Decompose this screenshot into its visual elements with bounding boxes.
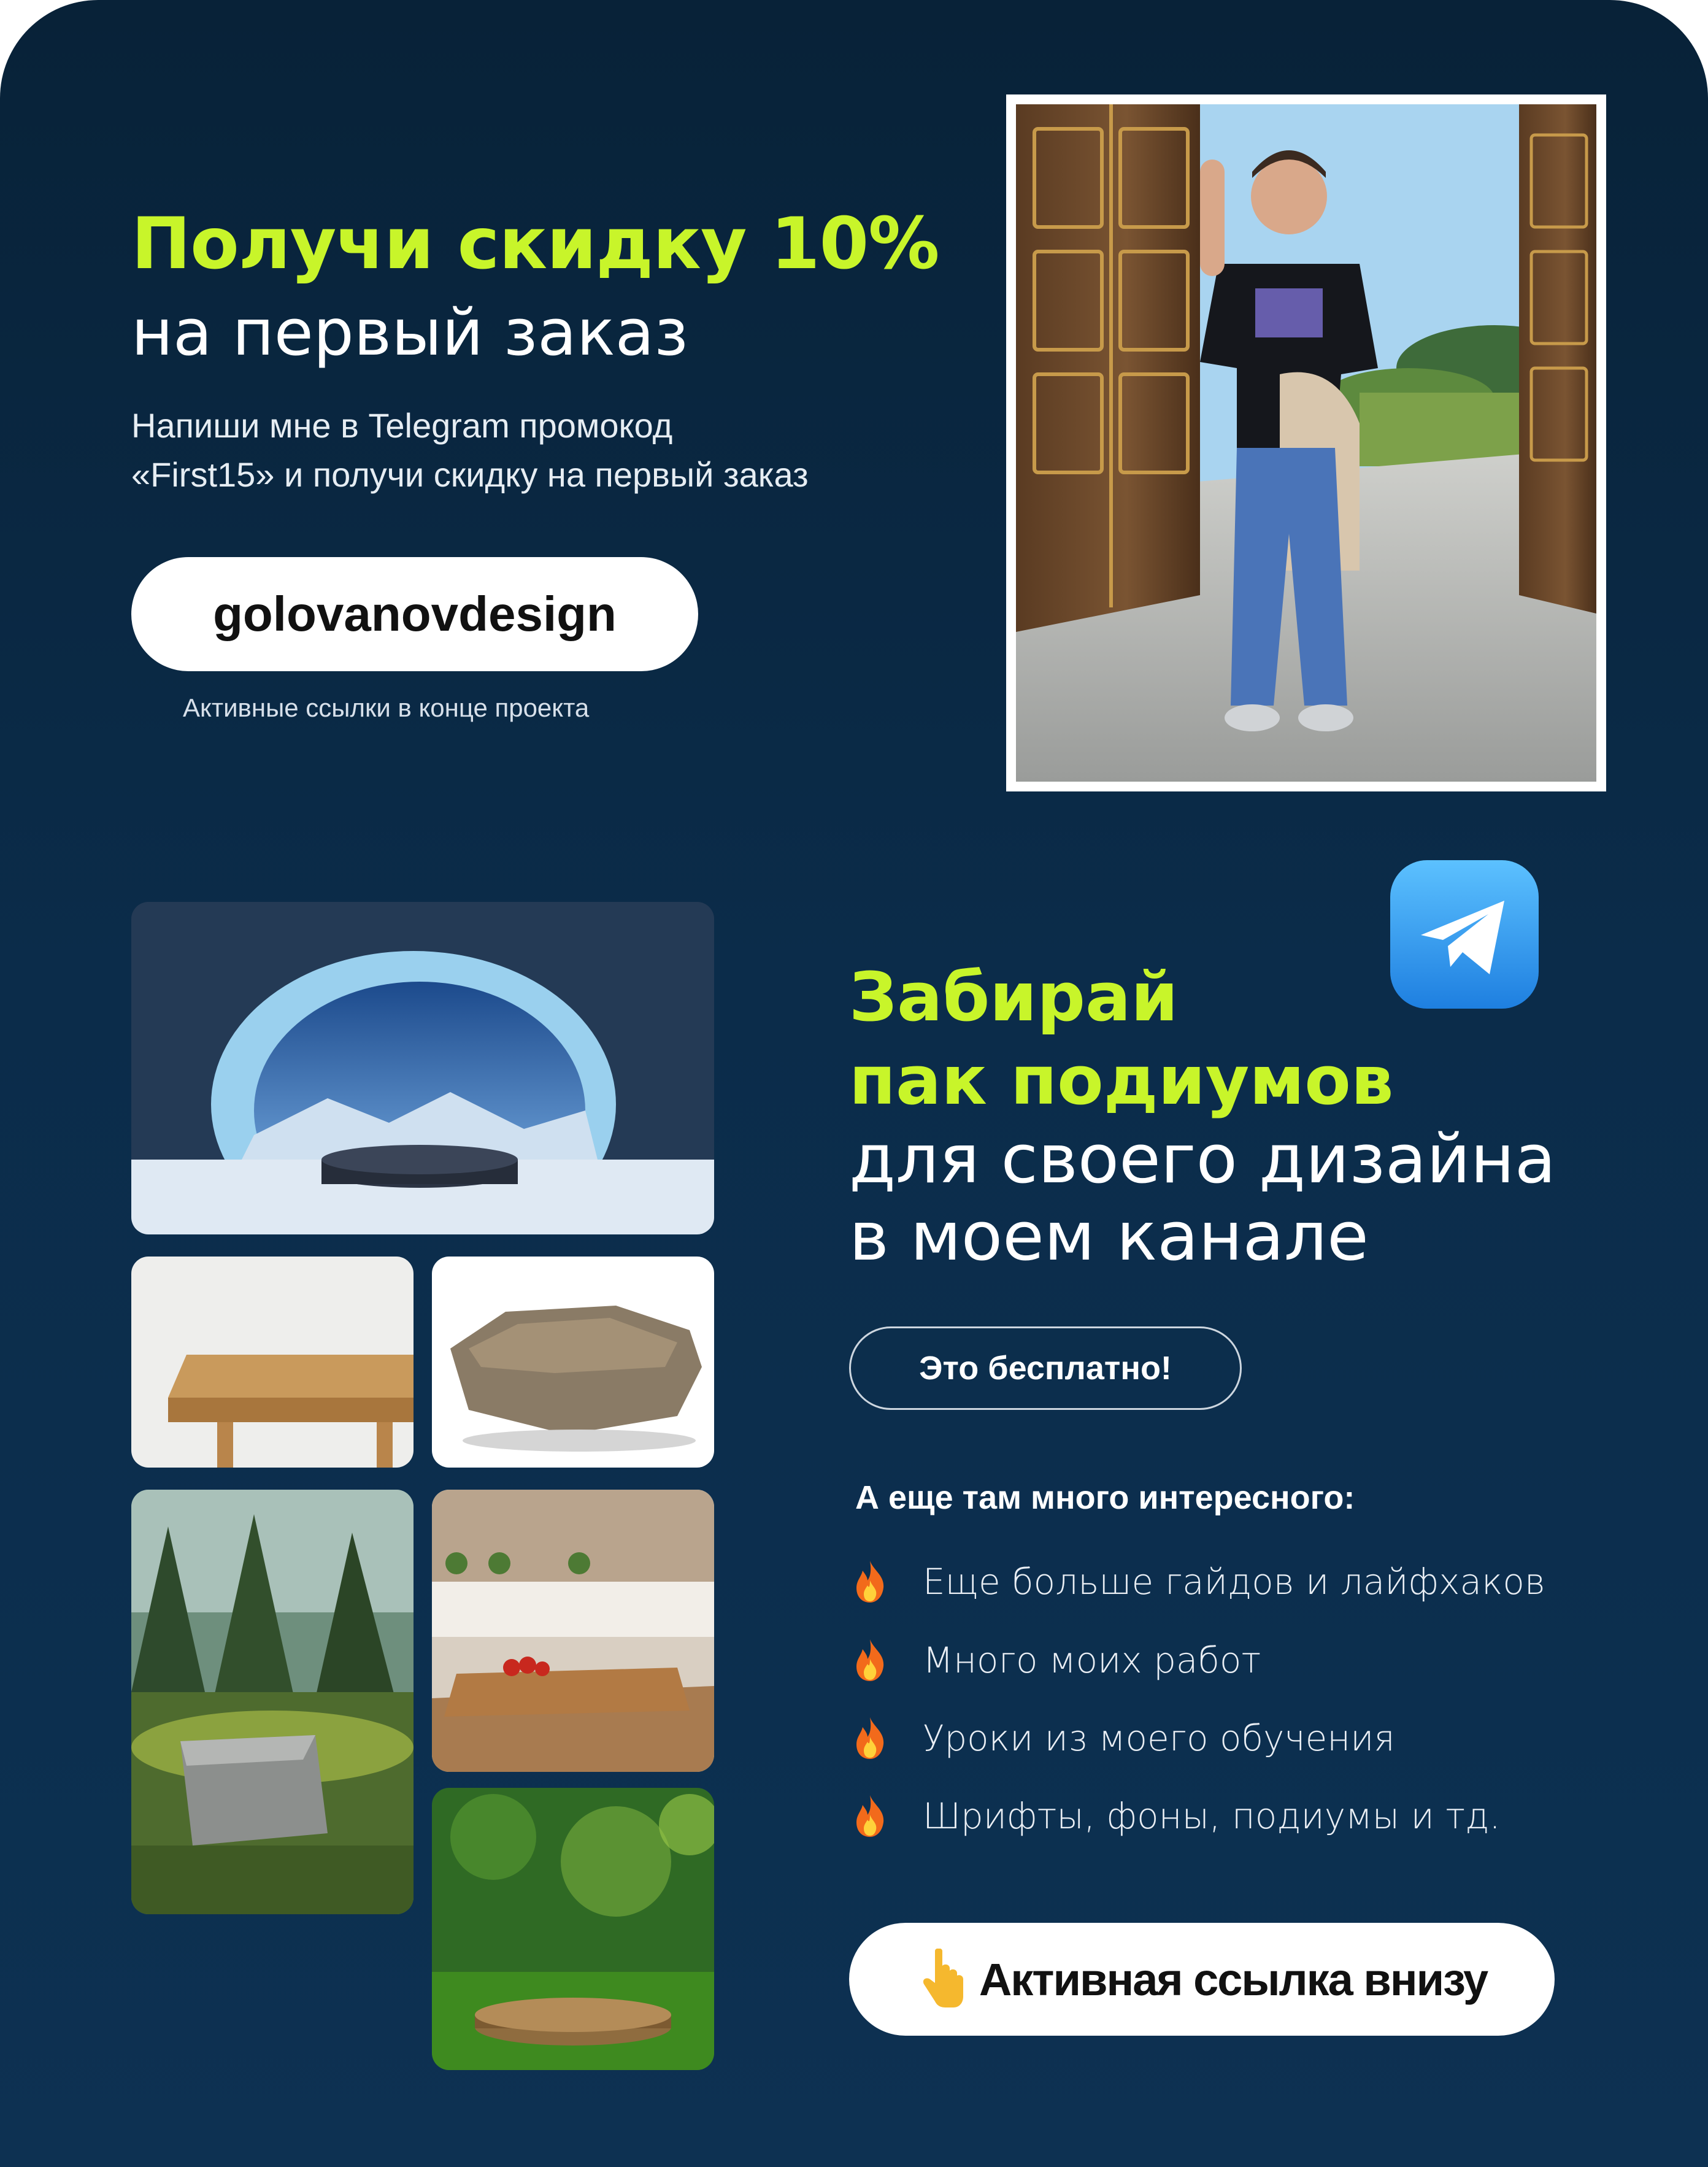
handle-button[interactable] xyxy=(131,557,698,671)
fire-icon xyxy=(853,1638,887,1682)
podium-kitchen-board-image xyxy=(432,1490,714,1772)
channel-title-line3: для своего дизайна xyxy=(849,1120,1556,1198)
list-item-label: Много моих работ xyxy=(923,1639,1261,1681)
channel-title-line4: в моем канале xyxy=(849,1197,1369,1276)
channel-title-line2: пак подиумов xyxy=(849,1041,1394,1120)
telegram-icon xyxy=(1384,854,1545,1015)
author-photo-image xyxy=(1016,104,1596,782)
list-item-label: Еще больше гайдов и лайфхаков xyxy=(923,1561,1545,1603)
podium-forest-stone-image xyxy=(131,1490,414,1914)
podium-grass-board-image xyxy=(432,1788,714,2070)
promo-description-line2: «First15» и получи скидку на первый заказ xyxy=(131,455,809,494)
channel-title-line1: Забирай xyxy=(849,958,1179,1036)
cta-button[interactable] xyxy=(849,1923,1555,2036)
author-photo xyxy=(1006,94,1606,791)
handle-button-label: golovanovdesign xyxy=(213,587,617,641)
free-button[interactable] xyxy=(849,1326,1242,1410)
podium-stone-image xyxy=(432,1257,714,1468)
podium-wood-table-image xyxy=(131,1257,414,1468)
promo-title-rest: на первый заказ xyxy=(131,295,688,370)
free-button-label: Это бесплатно! xyxy=(919,1350,1172,1387)
list-item-label: Шрифты, фоны, подиумы и тд. xyxy=(923,1795,1501,1837)
list-item xyxy=(853,1636,1261,1685)
list-item-label: Уроки из моего обучения xyxy=(923,1717,1395,1759)
fire-icon xyxy=(853,1560,887,1604)
list-item xyxy=(853,1557,1545,1606)
links-note: Активные ссылки в конце проекта xyxy=(183,693,590,722)
pointing-hand-icon xyxy=(917,1949,966,2010)
fire-icon xyxy=(853,1716,887,1760)
list-heading: А еще там много интересного: xyxy=(855,1479,1355,1516)
list-item xyxy=(853,1714,1395,1763)
promo-description-line1: Напиши мне в Telegram промокод xyxy=(131,406,673,445)
cta-button-label: Активная ссылка внизу xyxy=(979,1953,1488,2005)
list-item xyxy=(853,1792,1501,1841)
promo-title-highlight: Получи скидку 10% xyxy=(131,202,939,285)
fire-icon xyxy=(853,1794,887,1838)
podium-ice-cave-image xyxy=(131,902,714,1234)
